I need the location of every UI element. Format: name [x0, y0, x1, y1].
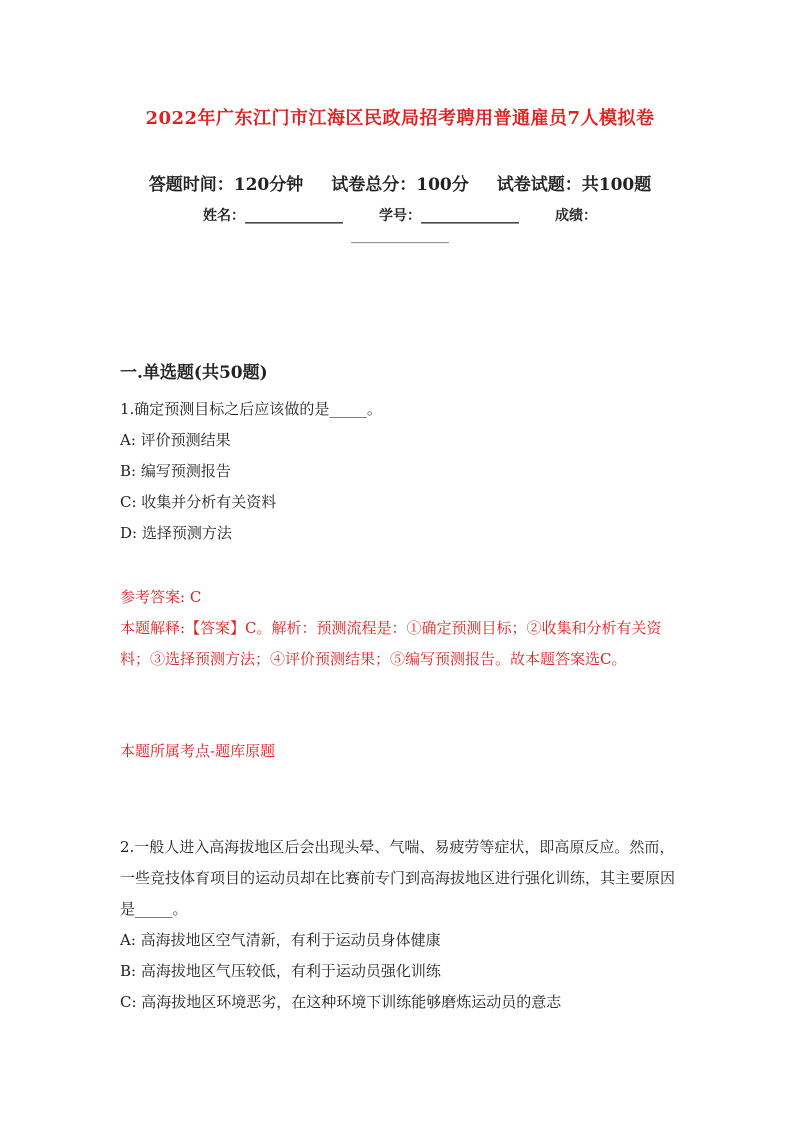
- id-field: 学号：______________: [379, 208, 519, 224]
- name-field: 姓名：______________: [203, 208, 343, 224]
- question-stem: 1.确定预测目标之后应该做的是_____。: [120, 400, 382, 418]
- knowledge-point: 本题所属考点-题库原题: [120, 742, 276, 760]
- option-c: C: 收集并分析有关资料: [120, 493, 277, 511]
- answer-block: [120, 582, 680, 675]
- section-heading: 一.单选题(共50题): [120, 363, 268, 383]
- option-a: A: 高海拔地区空气清新，有利于运动员身体健康: [120, 931, 441, 949]
- question-1: [120, 394, 680, 549]
- exam-question-count: 试卷试题：共100题: [496, 175, 652, 195]
- score-label: 成绩：: [555, 208, 597, 224]
- question-stem: 2.一般人进入高海拔地区后会出现头晕、气喘、易疲劳等症状，即高原反应。然而，一些竞技体育项目的运动员却在比赛前专门到高海拔地区进行强化训练，其主要原因是_____。: [120, 838, 676, 918]
- student-info: [0, 205, 800, 225]
- answer-explanation: 本题解释:【答案】C。解析：预测流程是：①确定预测目标；②收集和分析有关资料；③选择预测方法；④评价预测结果；⑤编写预测报告。故本题答案选C。: [120, 619, 662, 668]
- option-d: D: 选择预测方法: [120, 524, 232, 542]
- reference-answer: 参考答案: C: [120, 588, 202, 606]
- exam-total-score: 试卷总分：100分: [331, 175, 469, 195]
- option-b: B: 高海拔地区气压较低，有利于运动员强化训练: [120, 962, 441, 980]
- option-b: B: 编写预测报告: [120, 462, 231, 480]
- option-c: C: 高海拔地区环境恶劣，在这种环境下训练能够磨炼运动员的意志: [120, 993, 562, 1011]
- exam-time: 答题时间：120分钟: [148, 175, 304, 195]
- document-title: 2022年广东江门市江海区民政局招考聘用普通雇员7人模拟卷: [145, 108, 655, 129]
- option-a: A: 评价预测结果: [120, 431, 231, 449]
- score-blank: ______________: [351, 228, 449, 244]
- question-2: [120, 832, 680, 1018]
- exam-meta: [0, 170, 800, 195]
